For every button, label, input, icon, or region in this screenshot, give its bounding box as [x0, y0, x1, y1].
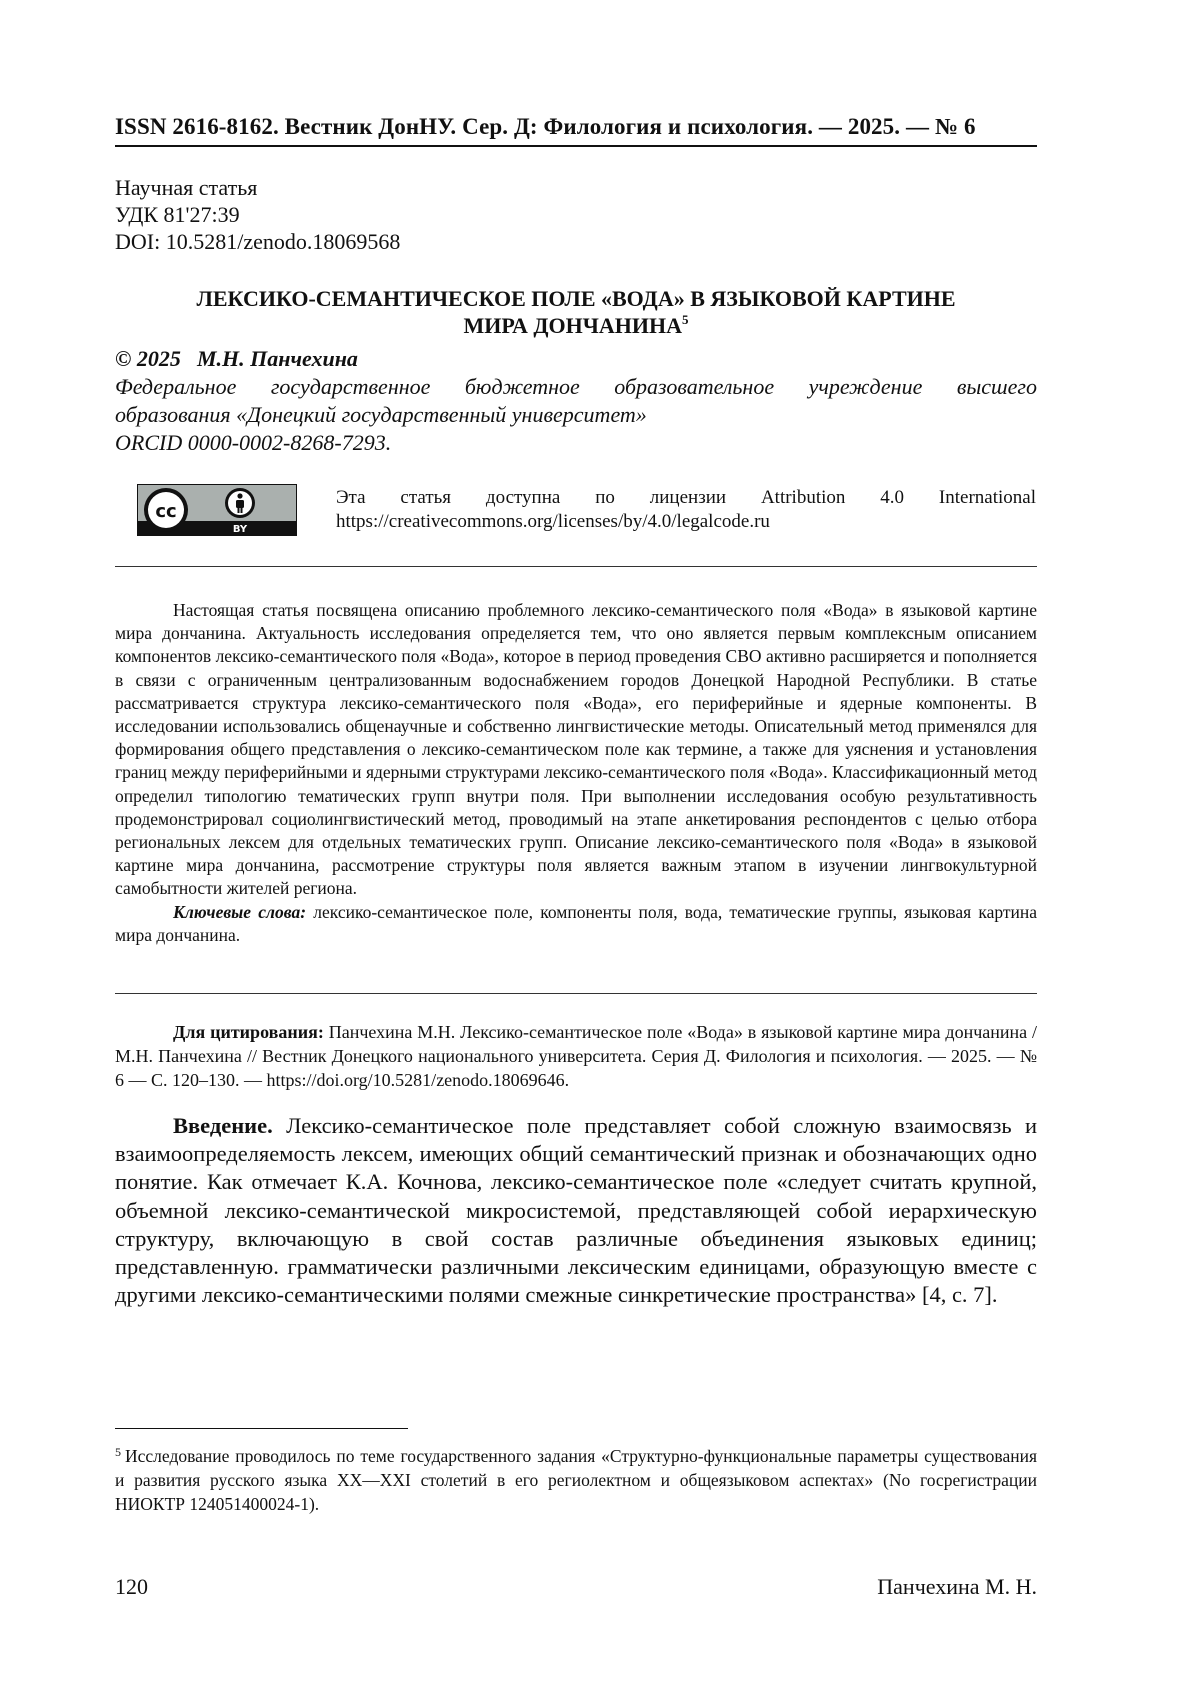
license-text [336, 486, 1036, 534]
keywords: лексико-семантическое поле, компоненты поля, вода, тематические группы, языковая картина мира дончанина. [115, 901, 1038, 945]
introduction-heading: Введение. [173, 1113, 273, 1138]
title-line-2: МИРА ДОНЧАНИНА [463, 313, 682, 338]
footnote-text: Исследование проводилось по теме государственного задания «Структурно-функциональные параметры существования и развития русского языка XX—XXI столетий в его региолектном и общеязыковом аспектах» (No госрегистрации НИОКТР 124051400024-1). [115, 1446, 1037, 1514]
author-name: М.Н. Панчехина [196, 346, 358, 371]
by-label: BY [232, 524, 248, 535]
introduction-text: Лексико-семантическое поле представляет собой сложную взаимосвязь и взаимоопределяемость лексем, имеющих общий семантический признак и обозначающих одно понятие. Как отмечает К.А. Кочнова, лексико-семантическое поле «следует считать крупной, объемной лексико-семантической микросистемой, представляющей собой иерархическую структуру, включающую в свой состав различные объединения языковых единиц; представленную. грамматически различными лексическим единицами, образующую вместе с другими лексико-семантическими полями смежные синкретические пространства» [4, с. 7]. [115, 1113, 1037, 1308]
affiliation-line-2: образования «Донецкий государственный университет» [115, 402, 647, 427]
citation [115, 1020, 1037, 1092]
keywords-paragraph [115, 901, 1037, 947]
copyright: © 2025 [115, 346, 181, 371]
footnote [115, 1444, 1037, 1516]
footnote-mark: 5 [115, 1445, 121, 1459]
citation-text: Панчехина М.Н. Лексико-семантическое поле «Вода» в языковой картине мира дончанина / М.Н. Панчехина // Вестник Донецкого национального университета. Серия Д. Филология и психология. — 2025. — № 6 — С. 120–130. — https://doi.org/10.5281/zenodo.18069646. [115, 1022, 1038, 1090]
abstract-top-rule [115, 566, 1037, 567]
affiliation-line-1: Федеральное государственное бюджетное образовательное учреждение высшего [115, 374, 1037, 399]
license-line-1: Эта статья доступна по лицензии Attribution 4.0 International [336, 487, 1036, 508]
abstract [115, 599, 1037, 947]
orcid[interactable]: ORCID 0000-0002-8268-7293. [115, 430, 392, 455]
introduction [115, 1112, 1037, 1309]
abstract-bottom-rule [115, 993, 1037, 994]
header-rule [115, 145, 1037, 147]
cc-by-license-badge[interactable] [137, 484, 297, 536]
cc-by-badge-graphic [138, 485, 296, 535]
footnote-rule [115, 1428, 408, 1429]
article-title [115, 285, 1037, 339]
article-meta [115, 174, 400, 255]
citation-label: Для цитирования: [173, 1022, 324, 1042]
article-type: Научная статья [115, 175, 258, 200]
abstract-text: Настоящая статья посвящена описанию проблемного лексико-семантического поля «Вода» в языковой картине мира дончанина. Актуальность исследования определяется тем, что оно является первым комплексным описанием компонентов лексико-семантического поля «Вода», которое в период проведения СВО активно расширяется и пополняется в связи с ограниченным централизованным водоснабжением городов Донецкой Народной Республики. В статье рассматривается структура лексико-семантического поля «Вода», его периферийные и ядерные компоненты. В исследовании использовались общенаучные и собственно лингвистические методы. Описательный метод применялся для формирования общего представления о лексико-семантическом поле как термине, а также для уяснения и установления границ между периферийными и ядерными структурами лексико-семантического поля «Вода». Классификационный метод определил типологию тематических групп внутри поля. При выполнении исследования особую результативность продемонстрировал социолингвистический метод, проводимый на этапе анкетирования респондентов с целью отбора региональных лексем для отдельных тематических групп. Описание лексико-семантического поля «Вода» в языковой картине мира дончанина, рассмотрение структуры поля является важным этапом в изучении лингвокультурной самобытности жителей региона. [115, 600, 1037, 899]
running-header: ISSN 2616-8162. Вестник ДонНУ. Сер. Д: Филология и психология. — 2025. — № 6 [115, 114, 976, 139]
title-footnote-mark[interactable]: 5 [682, 312, 689, 327]
udk-code: УДК 81'27:39 [115, 202, 240, 227]
title-line-1: ЛЕКСИКО-СЕМАНТИЧЕСКОЕ ПОЛЕ «ВОДА» В ЯЗЫКОВОЙ КАРТИНЕ [196, 286, 956, 311]
doi[interactable]: DOI: 10.5281/zenodo.18069568 [115, 229, 401, 254]
license-url[interactable]: https://creativecommons.org/licenses/by/4.0/legalcode.ru [336, 511, 770, 532]
affiliation [115, 373, 1037, 457]
keywords-label: Ключевые слова: [173, 901, 307, 922]
cc-icon [155, 501, 176, 522]
attribution-person-icon [225, 488, 255, 518]
cc-icon-text: cc [155, 501, 177, 522]
author-line [115, 346, 374, 372]
footer-author: Панчехина М. Н. [877, 1574, 1037, 1599]
page-number: 120 [115, 1574, 148, 1599]
